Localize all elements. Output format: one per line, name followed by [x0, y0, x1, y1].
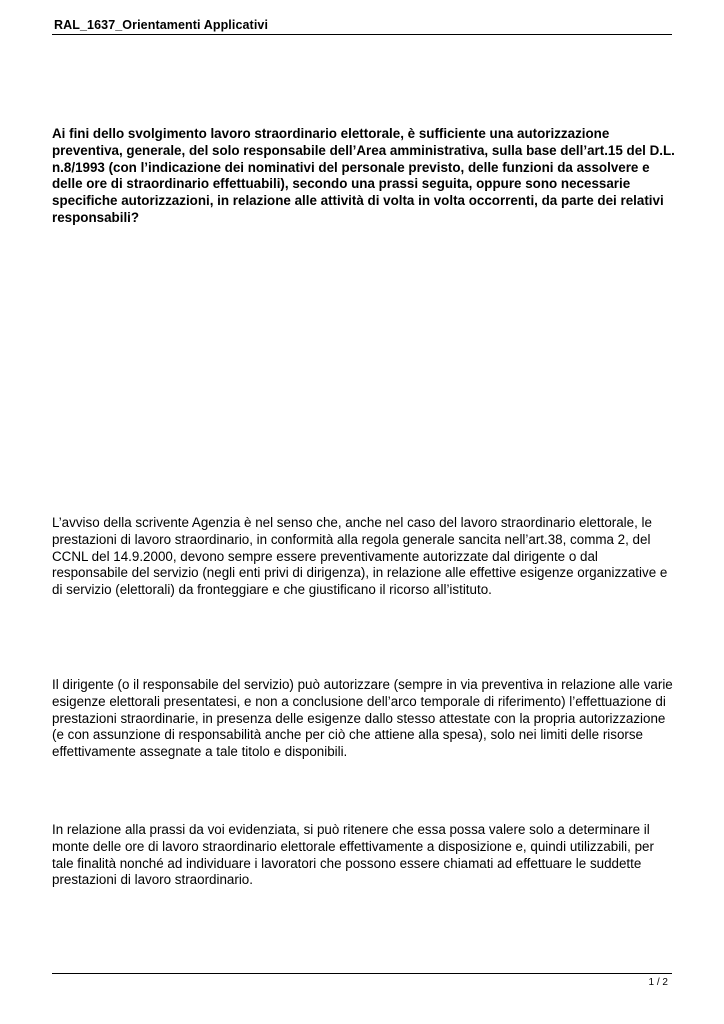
answer-paragraph-1: L’avviso della scrivente Agenzia è nel senso che, anche nel caso del lavoro straordinario elettorale, le prestazioni di lavoro straordinario, in conformità alla regola generale sancita nell’art.38, comma 2, del CCNL del 14.9.2000, devono sempre essere preventivamente autorizzate dal dirigente o dal responsabile del servizio (negli enti privi di dirigenza), in relazione alle effettive esigenze organizzative e di servizio (elettorali) da fronteggiare e che giustificano il ricorso all’istituto. [52, 515, 668, 598]
document-title: RAL_1637_Orientamenti Applicativi [54, 18, 269, 32]
page-number: 1 / 2 [648, 977, 668, 988]
page-header [52, 18, 672, 36]
question-text: Ai fini dello svolgimento lavoro straordinario elettorale, è sufficiente una autorizzazione preventiva, generale, del solo responsabile dell’Area amministrativa, sulla base dell’art.15 del D.L. n.8/1993 (con l’indicazione dei nominativi del personale previsto, delle funzioni da assolvere e delle ore di straordinario effettuabili), secondo una prassi seguita, oppure sono necessarie specifiche autorizzazioni, in relazione alle attività di volta in volta occorrenti, da parte dei relativi responsabili? [52, 126, 675, 225]
answer-paragraph-2: Il dirigente (o il responsabile del servizio) può autorizzare (sempre in via preventiva in relazione alle varie esigenze elettorali presentatesi, e non a conclusione dell’arco temporale di riferimento) l’effettuazione di prestazioni straordinarie, in presenza delle esigenze dallo stesso attestate con la propria autorizzazione (e con assunzione di responsabilità anche per ciò che attiene alla spesa), solo nei limiti delle risorse effettivamente assegnate a tale titolo e disponibili. [52, 677, 673, 760]
header-divider [52, 34, 672, 35]
footer-divider [52, 973, 672, 974]
answer-paragraph-3: In relazione alla prassi da voi evidenziata, si può ritenere che essa possa valere solo a determinare il monte delle ore di lavoro straordinario elettorale effettivamente a disposizione e, quindi utilizzabili, per tale finalità nonché ad individuare i lavoratori che possono essere chiamati ad effettuare le suddette prestazioni di lavoro straordinario. [52, 822, 654, 888]
page-footer [52, 973, 672, 993]
